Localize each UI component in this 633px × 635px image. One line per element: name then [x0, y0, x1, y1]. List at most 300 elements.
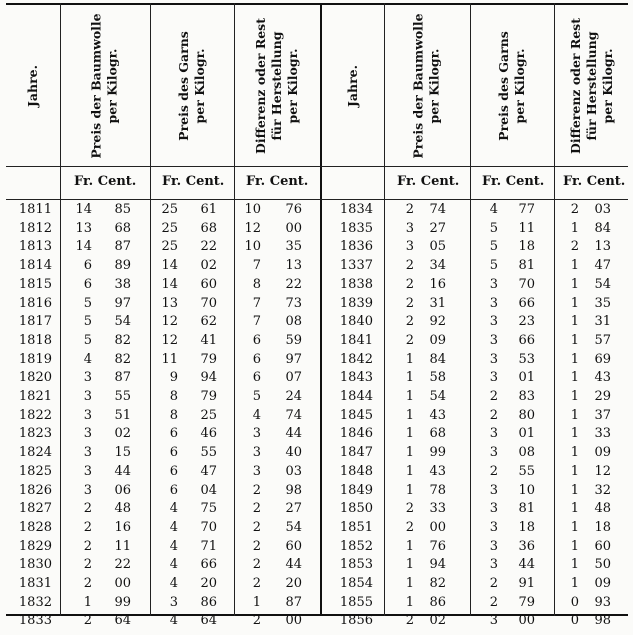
cell-diff-cent: 03	[594, 202, 611, 217]
cell-cotton-cent: 02	[114, 426, 131, 442]
cell-diff-fr: 2	[252, 538, 261, 554]
cell-year: 1811	[18, 202, 52, 217]
cell-cotton-cent: 22	[114, 557, 131, 573]
cell-yarn-cent: 55	[200, 445, 217, 461]
cell-yarn-cent: 68	[200, 220, 217, 236]
cell-year: 1848	[339, 463, 373, 479]
cell-yarn-cent: 44	[518, 557, 535, 573]
cell-yarn-fr: 6	[169, 445, 178, 461]
cell-cotton-fr: 2	[405, 501, 414, 517]
cell-diff-fr: 7	[252, 295, 261, 311]
cell-year: 1814	[18, 258, 52, 274]
cell-cotton-cent: 89	[114, 258, 131, 274]
cell-year: 1853	[339, 557, 373, 573]
cell-yarn-fr: 13	[161, 295, 178, 311]
cell-cotton-cent: 87	[114, 239, 131, 255]
cell-diff-cent: 09	[594, 576, 611, 591]
unit-label: Fr. Cent.	[397, 174, 460, 189]
cell-yarn-fr: 25	[161, 202, 178, 217]
cell-cotton-cent: 92	[429, 314, 446, 330]
cell-diff-fr: 1	[570, 314, 579, 330]
cell-diff-cent: 54	[594, 276, 611, 292]
cell-yarn-cent: 66	[200, 557, 217, 573]
cell-diff-cent: 98	[594, 613, 611, 629]
cell-diff-fr: 1	[570, 370, 579, 386]
cell-yarn-cent: 20	[200, 576, 217, 591]
unit-rule	[6, 199, 628, 200]
cell-year: 1832	[18, 594, 52, 610]
cell-cotton-fr: 1	[405, 370, 414, 386]
cell-yarn-cent: 70	[518, 276, 535, 292]
cell-yarn-fr: 3	[489, 370, 498, 386]
header-yarn-left: Preis des Garns per Kilogr.	[176, 31, 207, 141]
cell-diff-cent: 08	[285, 314, 302, 330]
cell-diff-fr: 2	[252, 576, 261, 591]
cell-cotton-fr: 3	[83, 463, 92, 479]
cell-diff-fr: 2	[570, 239, 579, 255]
cell-yarn-fr: 9	[169, 370, 178, 386]
cell-cotton-fr: 2	[405, 613, 414, 629]
cell-yarn-cent: 71	[200, 538, 217, 554]
cell-yarn-fr: 3	[489, 613, 498, 629]
cell-yarn-fr: 12	[161, 314, 178, 330]
cell-year: 1846	[339, 426, 373, 442]
cell-cotton-cent: 87	[114, 370, 131, 386]
cell-diff-fr: 6	[252, 351, 261, 367]
cell-yarn-fr: 2	[489, 594, 498, 610]
cell-yarn-cent: 61	[200, 202, 217, 217]
cell-cotton-fr: 3	[83, 389, 92, 404]
cell-diff-fr: 1	[570, 332, 579, 348]
unit-label: Fr. Cent.	[162, 174, 225, 189]
cell-year: 1840	[339, 314, 373, 330]
cell-year: 1847	[339, 445, 373, 461]
cell-diff-fr: 2	[252, 613, 261, 629]
cell-year: 1849	[339, 482, 373, 498]
cell-year: 1834	[339, 202, 373, 217]
cell-diff-cent: 44	[285, 557, 302, 573]
cell-yarn-fr: 25	[161, 239, 178, 255]
cell-cotton-fr: 3	[405, 220, 414, 236]
header-rule	[6, 166, 628, 167]
cell-yarn-fr: 4	[169, 501, 178, 517]
cell-cotton-cent: 68	[429, 426, 446, 442]
cell-diff-cent: 50	[594, 557, 611, 573]
cell-yarn-fr: 3	[489, 351, 498, 367]
cell-cotton-cent: 54	[114, 314, 131, 330]
cell-yarn-fr: 3	[489, 482, 498, 498]
cell-yarn-fr: 5	[489, 239, 498, 255]
table-row-right	[0, 238, 633, 257]
cell-year: 1856	[339, 613, 373, 629]
cell-cotton-cent: 16	[114, 519, 131, 535]
cell-cotton-fr: 1	[405, 482, 414, 498]
table-row-right	[0, 519, 633, 538]
cell-year: 1835	[339, 220, 373, 236]
header-cotton-right: Preis der Baumwolle per Kilogr.	[411, 13, 443, 159]
cell-yarn-cent: 53	[518, 351, 535, 367]
cell-diff-fr: 1	[570, 482, 579, 498]
table-row-right	[0, 276, 633, 295]
cell-diff-fr: 1	[252, 594, 261, 610]
cell-yarn-fr: 2	[489, 463, 498, 479]
cell-diff-cent: 47	[594, 258, 611, 274]
cell-year: 1831	[18, 576, 52, 591]
cell-diff-cent: 97	[285, 351, 302, 367]
cell-cotton-fr: 2	[405, 519, 414, 535]
cell-cotton-fr: 3	[405, 239, 414, 255]
cell-cotton-cent: 99	[429, 445, 446, 461]
cell-year: 1843	[339, 370, 373, 386]
cell-cotton-cent: 78	[429, 482, 446, 498]
cell-yarn-fr: 4	[169, 519, 178, 535]
cell-cotton-fr: 2	[405, 295, 414, 311]
cell-year: 1817	[18, 314, 52, 330]
cell-diff-fr: 4	[252, 407, 261, 423]
header-diff-right: Differenz oder Rest für Herstellung per Kilogr.	[568, 18, 615, 154]
cell-year: 1337	[339, 258, 373, 274]
cell-yarn-fr: 3	[489, 445, 498, 461]
cell-cotton-cent: 00	[429, 519, 446, 535]
cell-cotton-fr: 3	[83, 370, 92, 386]
cell-yarn-fr: 5	[489, 220, 498, 236]
cell-diff-cent: 20	[285, 576, 302, 591]
cell-diff-fr: 3	[252, 426, 261, 442]
cell-yarn-cent: 64	[200, 613, 217, 629]
cell-yarn-cent: 18	[518, 519, 535, 535]
header-year-left: Jahre.	[25, 65, 40, 107]
cell-diff-fr: 1	[570, 389, 579, 404]
cell-yarn-cent: 81	[518, 501, 535, 517]
cell-cotton-cent: 86	[429, 594, 446, 610]
cell-cotton-cent: 94	[429, 557, 446, 573]
cell-cotton-fr: 5	[83, 314, 92, 330]
cell-yarn-fr: 14	[161, 276, 178, 292]
cell-diff-fr: 1	[570, 426, 579, 442]
cell-yarn-fr: 6	[169, 426, 178, 442]
cell-cotton-fr: 2	[405, 202, 414, 217]
table-row-right	[0, 500, 633, 519]
cell-yarn-cent: 94	[200, 370, 217, 386]
cell-yarn-cent: 18	[518, 239, 535, 255]
table-row-right	[0, 295, 633, 314]
cell-diff-fr: 1	[570, 557, 579, 573]
cell-diff-fr: 0	[570, 594, 579, 610]
cell-yarn-cent: 41	[200, 332, 217, 348]
cell-cotton-fr: 2	[405, 332, 414, 348]
cell-yarn-cent: 79	[200, 389, 217, 404]
cell-year: 1812	[18, 220, 52, 236]
cell-yarn-cent: 91	[518, 576, 535, 591]
cell-cotton-cent: 74	[429, 202, 446, 217]
cell-cotton-fr: 1	[405, 351, 414, 367]
table-row-right	[0, 594, 633, 613]
cell-diff-fr: 2	[252, 557, 261, 573]
table-row-right	[0, 482, 633, 501]
cell-diff-cent: 32	[594, 482, 611, 498]
cell-cotton-cent: 34	[429, 258, 446, 274]
header-year-right: Jahre.	[344, 65, 360, 107]
cell-yarn-cent: 04	[200, 482, 217, 498]
table-row-right	[0, 463, 633, 482]
cell-diff-cent: 12	[594, 463, 611, 479]
cell-diff-cent: 00	[285, 220, 302, 236]
cell-cotton-fr: 1	[405, 389, 414, 404]
cell-yarn-fr: 3	[489, 557, 498, 573]
cell-yarn-fr: 14	[161, 258, 178, 274]
cell-cotton-cent: 27	[429, 220, 446, 236]
cell-cotton-cent: 54	[429, 389, 446, 404]
cell-yarn-cent: 83	[518, 389, 535, 404]
cell-diff-cent: 93	[594, 594, 611, 610]
cell-cotton-cent: 97	[114, 295, 131, 311]
cell-yarn-fr: 3	[489, 538, 498, 554]
cell-cotton-cent: 15	[114, 445, 131, 461]
cell-cotton-cent: 64	[114, 613, 131, 629]
cell-yarn-cent: 80	[518, 407, 535, 423]
cell-year: 1828	[18, 519, 52, 535]
cell-diff-cent: 98	[285, 482, 302, 498]
cell-cotton-fr: 1	[405, 445, 414, 461]
cell-yarn-fr: 3	[489, 332, 498, 348]
header-cotton-left: Preis der Baumwolle per Kilogr.	[89, 13, 121, 159]
table-row-right	[0, 351, 633, 370]
cell-cotton-cent: 76	[429, 538, 446, 554]
unit-label: Fr. Cent.	[74, 174, 137, 189]
cell-yarn-fr: 2	[489, 389, 498, 404]
cell-diff-cent: 07	[285, 370, 302, 386]
cell-yarn-cent: 23	[518, 314, 535, 330]
table-row-right	[0, 313, 633, 332]
cell-diff-cent: 31	[594, 314, 611, 330]
cell-yarn-cent: 77	[518, 202, 535, 217]
cell-diff-fr: 1	[570, 276, 579, 292]
table-row-right	[0, 556, 633, 575]
cell-cotton-fr: 1	[83, 594, 92, 610]
cell-cotton-fr: 4	[83, 351, 92, 367]
unit-label: Fr. Cent.	[482, 174, 545, 189]
cell-diff-fr: 2	[252, 482, 261, 498]
cell-diff-fr: 6	[252, 370, 261, 386]
cell-yarn-cent: 01	[518, 370, 535, 386]
cell-cotton-fr: 1	[405, 407, 414, 423]
table-row-right	[0, 407, 633, 426]
cell-diff-fr: 1	[570, 407, 579, 423]
table-row-right	[0, 612, 633, 631]
cell-yarn-fr: 8	[169, 407, 178, 423]
cell-yarn-fr: 4	[169, 576, 178, 591]
cell-cotton-cent: 82	[114, 332, 131, 348]
cell-diff-fr: 1	[570, 295, 579, 311]
table-row-right	[0, 201, 633, 220]
cell-yarn-cent: 00	[518, 613, 535, 629]
table-row-right	[0, 425, 633, 444]
cell-yarn-fr: 11	[161, 351, 178, 367]
cell-cotton-cent: 33	[429, 501, 446, 517]
table-row-right	[0, 575, 633, 594]
cell-diff-cent: 60	[594, 538, 611, 554]
cell-cotton-cent: 58	[429, 370, 446, 386]
cell-yarn-cent: 70	[200, 519, 217, 535]
cell-diff-fr: 8	[252, 276, 261, 292]
cell-diff-fr: 2	[252, 519, 261, 535]
cell-cotton-fr: 1	[405, 576, 414, 591]
cell-yarn-cent: 70	[200, 295, 217, 311]
cell-diff-cent: 03	[285, 463, 302, 479]
cell-cotton-cent: 16	[429, 276, 446, 292]
cell-year: 1816	[18, 295, 52, 311]
cell-diff-fr: 3	[252, 463, 261, 479]
cell-yarn-cent: 25	[200, 407, 217, 423]
cell-yarn-cent: 11	[518, 220, 535, 236]
cell-diff-cent: 09	[594, 445, 611, 461]
cell-year: 1820	[18, 370, 52, 386]
cell-year: 1830	[18, 557, 52, 573]
cell-cotton-cent: 85	[114, 202, 131, 217]
cell-year: 1839	[339, 295, 373, 311]
cell-cotton-fr: 2	[83, 557, 92, 573]
cell-year: 1818	[18, 332, 52, 348]
cell-cotton-cent: 44	[114, 463, 131, 479]
cell-cotton-cent: 55	[114, 389, 131, 404]
cell-diff-cent: 40	[285, 445, 302, 461]
cell-yarn-fr: 5	[489, 258, 498, 274]
cell-diff-fr: 7	[252, 314, 261, 330]
cell-cotton-fr: 3	[83, 426, 92, 442]
cell-yarn-cent: 60	[200, 276, 217, 292]
cell-diff-fr: 2	[570, 202, 579, 217]
cell-diff-cent: 84	[594, 220, 611, 236]
cell-cotton-fr: 1	[405, 463, 414, 479]
cell-diff-fr: 6	[252, 332, 261, 348]
cell-yarn-fr: 4	[169, 613, 178, 629]
cell-yarn-fr: 3	[169, 594, 178, 610]
cell-diff-cent: 69	[594, 351, 611, 367]
cell-year: 1819	[18, 351, 52, 367]
cell-diff-cent: 44	[285, 426, 302, 442]
cell-cotton-fr: 6	[83, 258, 92, 274]
cell-cotton-fr: 1	[405, 557, 414, 573]
table-row-right	[0, 538, 633, 557]
cell-diff-cent: 24	[285, 389, 302, 404]
table-row-right	[0, 220, 633, 239]
cell-year: 1844	[339, 389, 373, 404]
cell-cotton-cent: 11	[114, 538, 131, 554]
cell-diff-fr: 12	[244, 220, 261, 236]
cell-yarn-fr: 3	[489, 426, 498, 442]
cell-yarn-cent: 02	[200, 258, 217, 274]
cell-cotton-fr: 2	[405, 258, 414, 274]
cell-diff-cent: 13	[285, 258, 302, 274]
cell-cotton-cent: 51	[114, 407, 131, 423]
cell-yarn-fr: 3	[489, 314, 498, 330]
header-yarn-right: Preis des Garns per Kilogr.	[496, 31, 527, 141]
cell-diff-fr: 1	[570, 351, 579, 367]
cell-cotton-cent: 68	[114, 220, 131, 236]
cell-year: 1850	[339, 501, 373, 517]
cell-yarn-cent: 66	[518, 295, 535, 311]
cell-diff-fr: 1	[570, 445, 579, 461]
cell-yarn-fr: 2	[489, 407, 498, 423]
cell-year: 1842	[339, 351, 373, 367]
table-row-right	[0, 257, 633, 276]
cell-year: 1852	[339, 538, 373, 554]
cell-cotton-fr: 2	[83, 519, 92, 535]
cell-diff-fr: 10	[244, 239, 261, 255]
cell-yarn-cent: 01	[518, 426, 535, 442]
cell-cotton-fr: 1	[405, 594, 414, 610]
cell-year: 1825	[18, 463, 52, 479]
cell-diff-cent: 35	[285, 239, 302, 255]
cell-cotton-fr: 14	[75, 239, 92, 255]
cell-yarn-fr: 4	[169, 538, 178, 554]
cell-yarn-fr: 4	[489, 202, 498, 217]
cell-cotton-fr: 2	[405, 314, 414, 330]
cell-cotton-cent: 09	[429, 332, 446, 348]
cell-diff-fr: 1	[570, 258, 579, 274]
cell-yarn-cent: 75	[200, 501, 217, 517]
cell-yarn-fr: 4	[169, 557, 178, 573]
cell-cotton-cent: 31	[429, 295, 446, 311]
cell-diff-cent: 22	[285, 276, 302, 292]
cell-yarn-cent: 79	[518, 594, 535, 610]
cell-cotton-fr: 3	[83, 482, 92, 498]
cell-diff-cent: 33	[594, 426, 611, 442]
cell-year: 1821	[18, 389, 52, 404]
cell-cotton-cent: 00	[114, 576, 131, 591]
cell-year: 1829	[18, 538, 52, 554]
cell-cotton-cent: 82	[114, 351, 131, 367]
cell-cotton-fr: 2	[405, 276, 414, 292]
cell-cotton-cent: 05	[429, 239, 446, 255]
cell-diff-cent: 59	[285, 332, 302, 348]
table-row-right	[0, 369, 633, 388]
cell-yarn-cent: 81	[518, 258, 535, 274]
cell-diff-cent: 43	[594, 370, 611, 386]
cell-yarn-fr: 8	[169, 389, 178, 404]
cell-cotton-cent: 06	[114, 482, 131, 498]
cell-year: 1836	[339, 239, 373, 255]
cell-cotton-cent: 43	[429, 463, 446, 479]
cell-year: 1815	[18, 276, 52, 292]
cell-yarn-fr: 2	[489, 576, 498, 591]
cell-yarn-fr: 25	[161, 220, 178, 236]
cell-diff-fr: 0	[570, 613, 579, 629]
header-diff-left: Differenz oder Rest für Herstellung per Kilogr.	[253, 18, 300, 154]
cell-diff-cent: 29	[594, 389, 611, 404]
cell-year: 1845	[339, 407, 373, 423]
cell-yarn-cent: 62	[200, 314, 217, 330]
cell-year: 1855	[339, 594, 373, 610]
unit-label: Fr. Cent.	[563, 174, 626, 189]
cell-diff-fr: 5	[252, 389, 261, 404]
cell-diff-cent: 13	[594, 239, 611, 255]
cell-yarn-cent: 08	[518, 445, 535, 461]
cell-cotton-cent: 02	[429, 613, 446, 629]
cell-yarn-cent: 36	[518, 538, 535, 554]
cell-diff-cent: 37	[594, 407, 611, 423]
cell-diff-fr: 3	[252, 445, 261, 461]
cell-diff-cent: 27	[285, 501, 302, 517]
cell-diff-fr: 10	[244, 202, 261, 217]
cell-diff-cent: 35	[594, 295, 611, 311]
cell-diff-fr: 1	[570, 463, 579, 479]
cell-yarn-cent: 66	[518, 332, 535, 348]
cell-diff-cent: 18	[594, 519, 611, 535]
cell-cotton-cent: 43	[429, 407, 446, 423]
cell-cotton-fr: 14	[75, 202, 92, 217]
cell-year: 1824	[18, 445, 52, 461]
